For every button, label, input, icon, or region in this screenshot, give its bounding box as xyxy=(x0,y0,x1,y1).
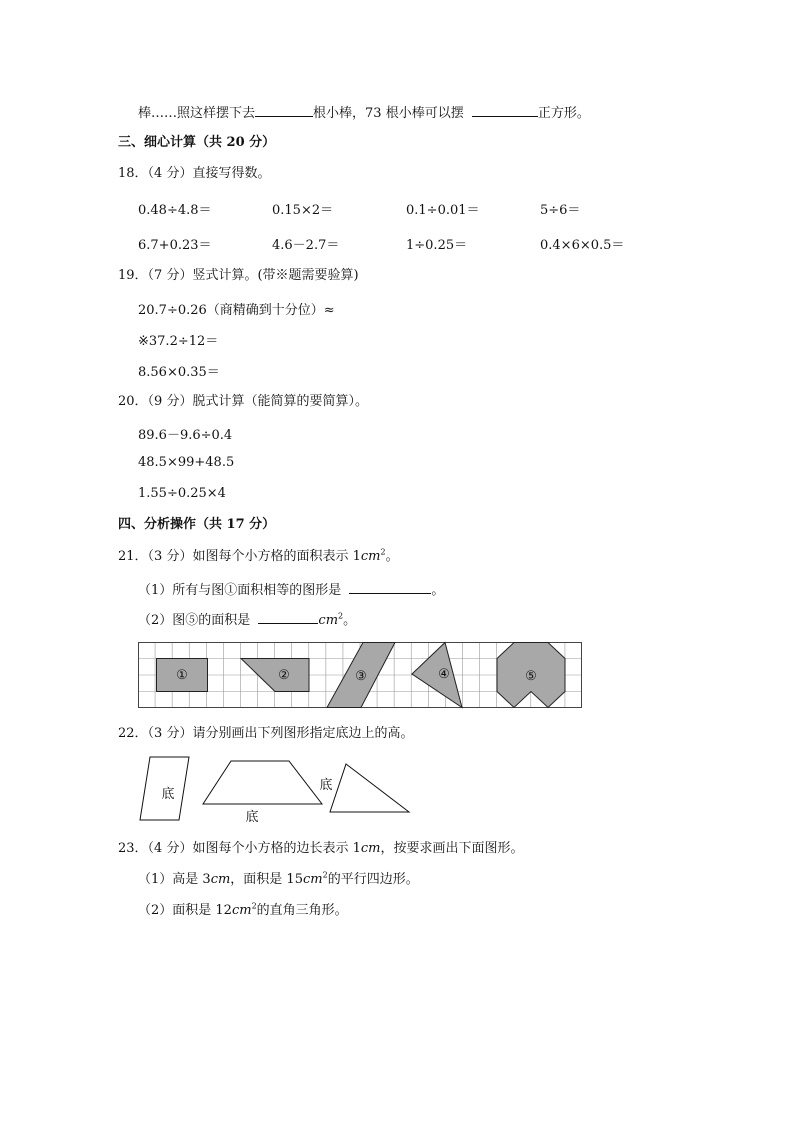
q21-sub2-text: （2）图⑤的面积是 xyxy=(138,613,251,628)
q23-sub1-exp: 2 xyxy=(322,870,328,880)
q21-sub2-unit-exp: 2 xyxy=(338,611,344,621)
q23-sub1 xyxy=(138,871,419,889)
q23-sub2-unit: cm xyxy=(231,903,252,918)
q22-parallelogram-base-label: 底 xyxy=(161,787,175,802)
figure-1-label: ① xyxy=(176,668,188,683)
q23-sub2 xyxy=(138,902,348,920)
q21-sub2-end: 。 xyxy=(343,613,357,628)
q23-title-text-b: ，按要求画出下面图形。 xyxy=(380,841,524,856)
q18-item: 1÷0.25＝ xyxy=(406,238,468,253)
q23-sub2-text-a: （2）面积是 12 xyxy=(138,903,232,918)
q18-item: 0.15×2＝ xyxy=(272,203,334,218)
q18-title: 18．（4 分）直接写得数。 xyxy=(118,166,271,181)
q17-answer-blank-1[interactable] xyxy=(255,103,313,117)
figure-5-label: ⑤ xyxy=(525,669,537,684)
figure-3-label: ③ xyxy=(355,669,367,684)
section-3-title: 三、细心计算（共 20 分） xyxy=(118,135,276,150)
q21-sub1-text: （1）所有与图①面积相等的图形是 xyxy=(138,583,342,598)
q17-tail-line xyxy=(138,103,590,123)
figure-2-label: ② xyxy=(278,668,290,683)
q23-sub2-text-b: 的直角三角形。 xyxy=(256,903,348,918)
q18-item: 6.7+0.23＝ xyxy=(138,238,212,253)
q21-sub1 xyxy=(138,580,444,600)
q22-triangle xyxy=(330,764,409,812)
q21-sub1-answer-blank[interactable] xyxy=(349,580,431,594)
q18-item: 4.6－2.7＝ xyxy=(272,238,340,253)
section-4-title: 四、分析操作（共 17 分） xyxy=(118,517,276,532)
q19-title: 19．（7 分）竖式计算。(带※题需要验算) xyxy=(118,268,359,283)
q21-sub1-end: 。 xyxy=(431,583,445,598)
q20-title: 20．（9 分）脱式计算（能简算的要简算）。 xyxy=(118,394,368,409)
q23-sub1-unit-2: cm xyxy=(302,872,323,887)
q23-sub1-text-b: ，面积是 15 xyxy=(230,872,303,887)
q23-title xyxy=(118,840,523,858)
q17-text-3: 正方形。 xyxy=(537,106,590,121)
q18-item: 0.48÷4.8＝ xyxy=(138,203,212,218)
q19-item: 8.56×0.35＝ xyxy=(138,365,220,380)
q22-title: 22．（3 分）请分别画出下列图形指定底边上的高。 xyxy=(118,726,414,741)
q21-sub2-unit: cm xyxy=(318,613,339,628)
q20-item: 89.6－9.6÷0.4 xyxy=(138,428,233,443)
q21-grid-figure xyxy=(138,642,582,708)
q19-item: ※37.2÷12＝ xyxy=(138,334,219,349)
q21-sub2 xyxy=(138,610,356,630)
q23-title-unit: cm xyxy=(360,841,381,856)
q21-title-text: 21．（3 分）如图每个小方格的面积表示 1 xyxy=(118,549,361,564)
figure-4-label: ④ xyxy=(438,667,450,682)
q22-figures xyxy=(130,752,420,827)
q20-item: 48.5×99+48.5 xyxy=(138,455,235,470)
q20-item: 1.55÷0.25×4 xyxy=(138,486,226,501)
q18-item: 5÷6＝ xyxy=(540,203,581,218)
q23-sub1-text-a: （1）高是 3 xyxy=(138,872,211,887)
q22-trapezoid xyxy=(203,761,322,804)
q17-answer-blank-2[interactable] xyxy=(472,103,538,117)
q23-title-text-a: 23．（4 分）如图每个小方格的边长表示 1 xyxy=(118,841,361,856)
q23-sub2-exp: 2 xyxy=(251,901,257,911)
q21-unit-exp: 2 xyxy=(380,547,386,557)
q19-item: 20.7÷0.26（商精确到十分位）≈ xyxy=(138,303,335,318)
q22-trapezoid-base-label: 底 xyxy=(245,810,259,825)
q23-sub1-unit-1: cm xyxy=(210,872,231,887)
q22-triangle-base-label: 底 xyxy=(319,778,333,793)
q21-sub2-answer-blank[interactable] xyxy=(258,610,318,624)
q21-unit: cm xyxy=(360,549,381,564)
q17-text-2: 根小棒，73 根小棒可以摆 xyxy=(313,106,464,121)
q18-item: 0.4×6×0.5＝ xyxy=(540,238,625,253)
q18-item: 0.1÷0.01＝ xyxy=(406,203,480,218)
q17-text-1: 棒……照这样摆下去 xyxy=(138,106,256,121)
q21-title-end: 。 xyxy=(385,549,399,564)
q23-sub1-text-c: 的平行四边形。 xyxy=(327,872,419,887)
q21-title xyxy=(118,548,399,566)
